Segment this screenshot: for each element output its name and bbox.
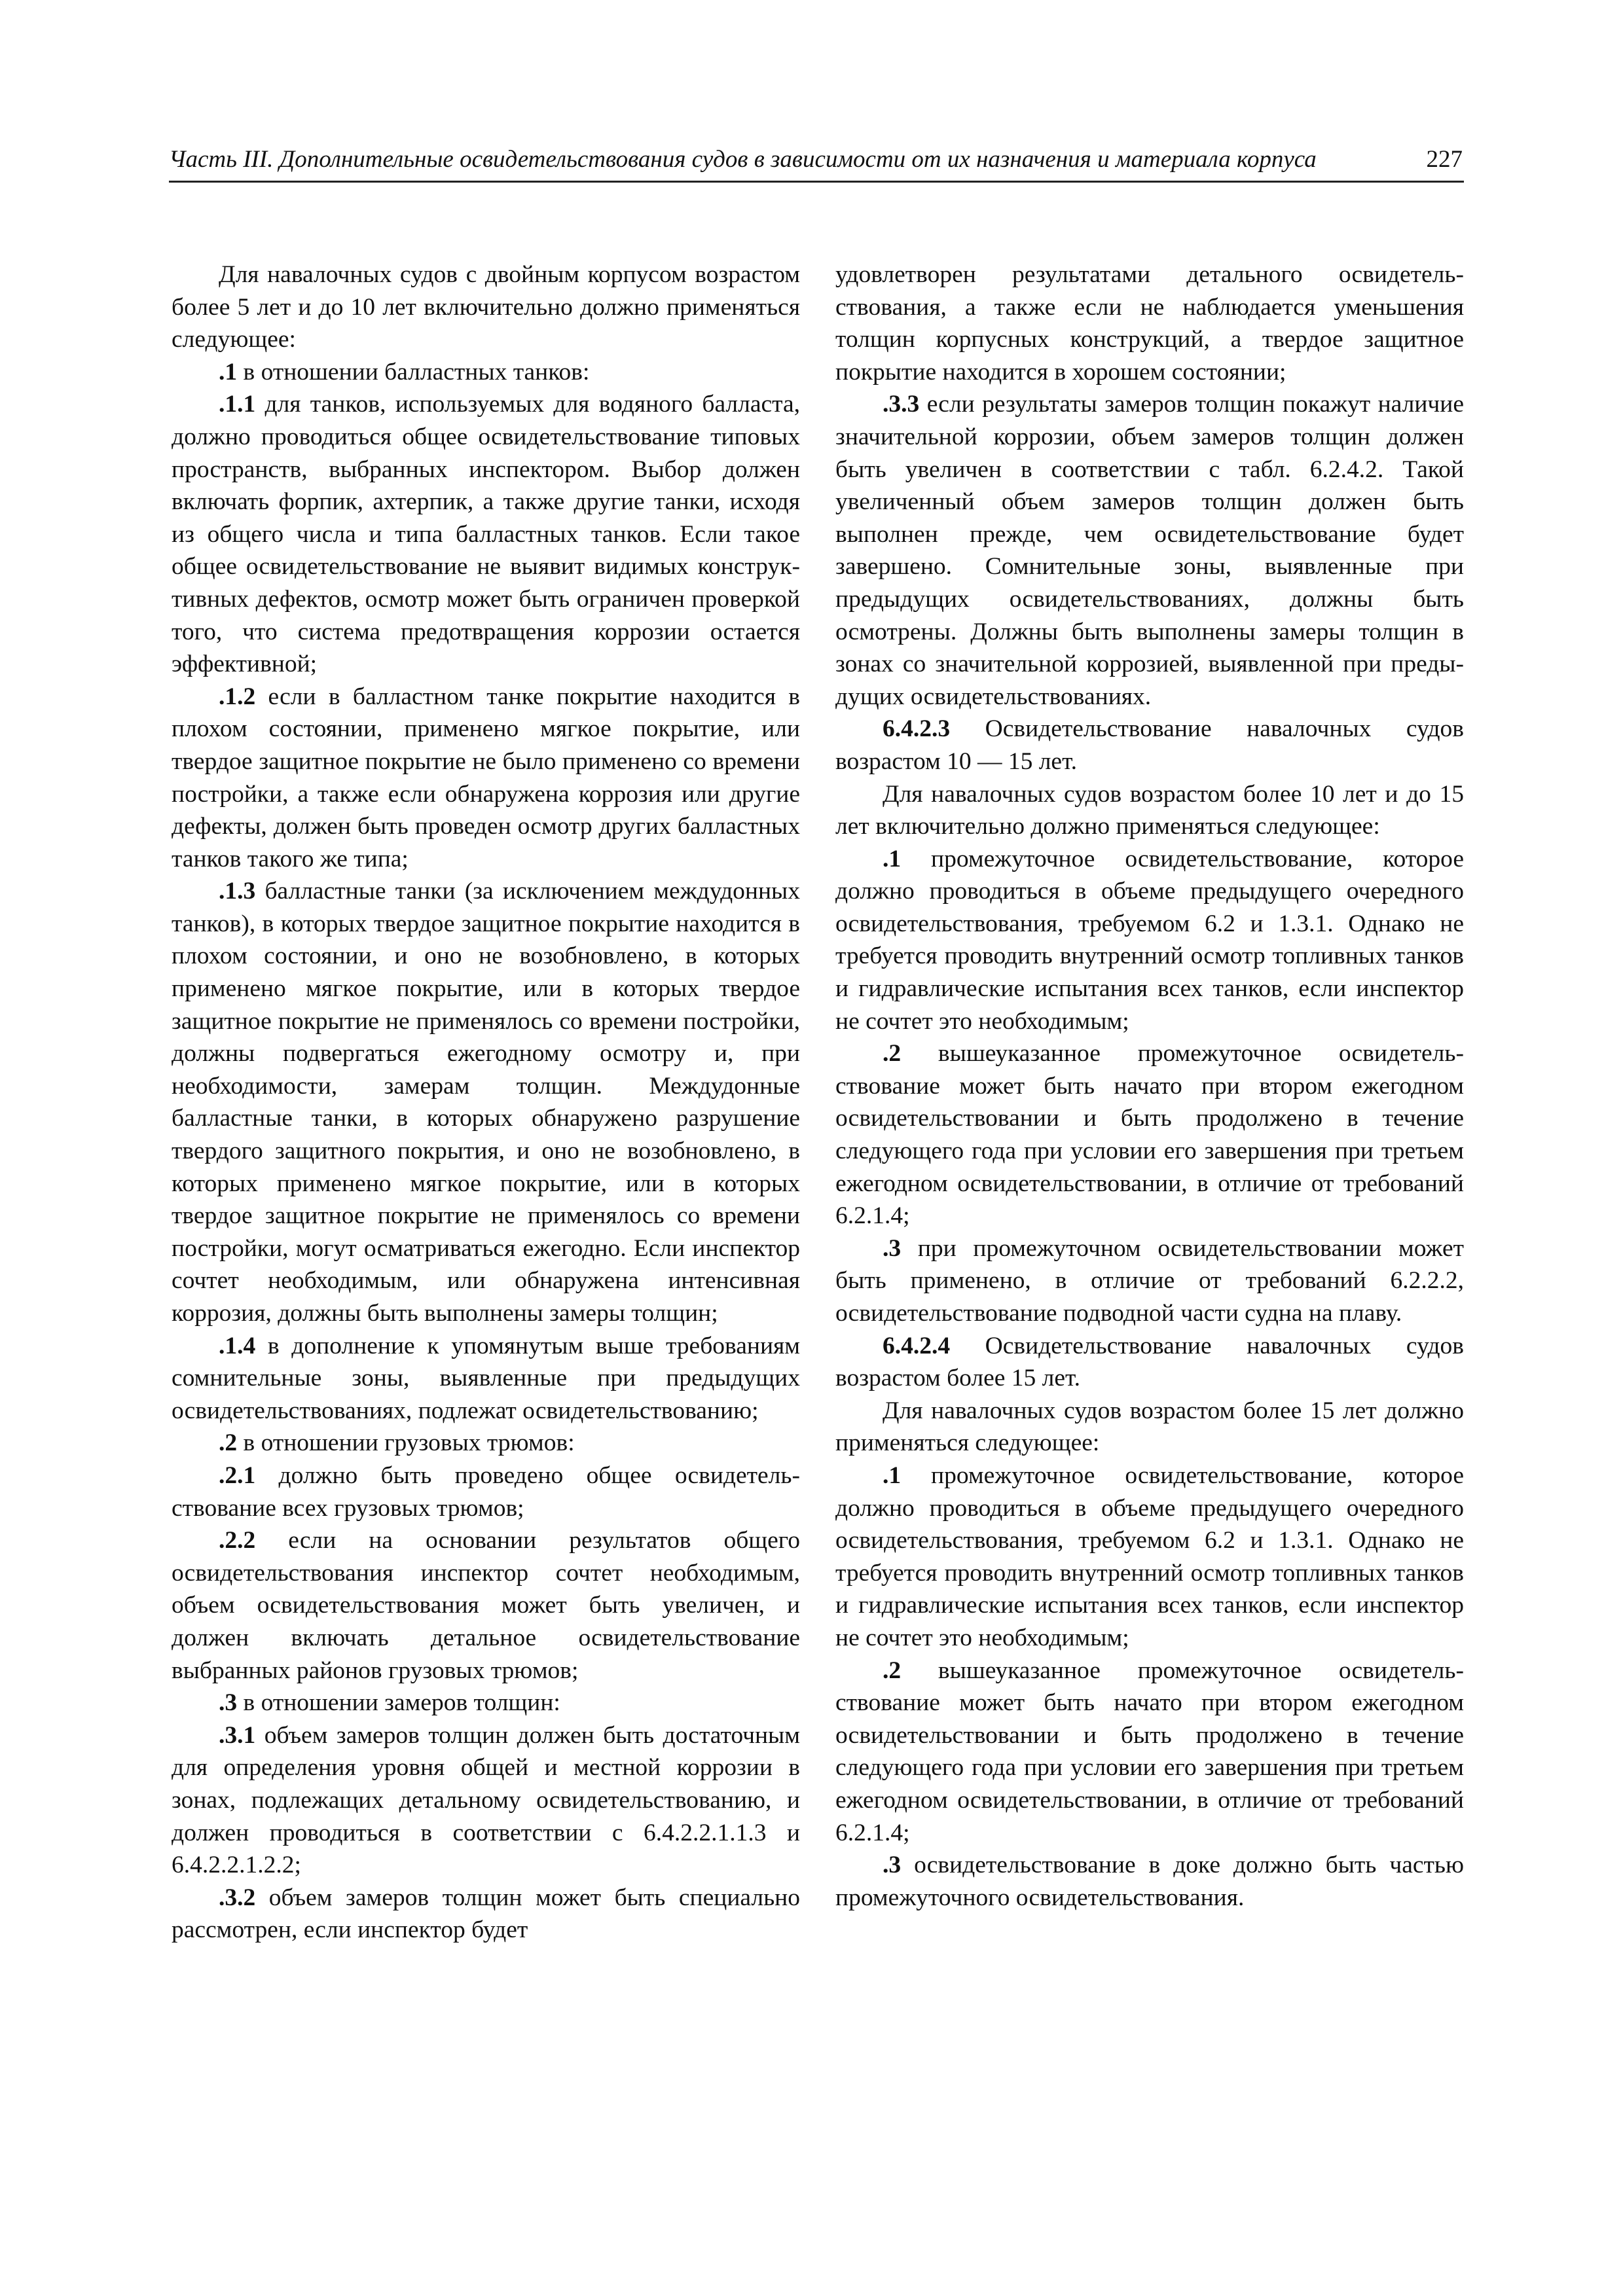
paragraph-text: промежуточное освидетельствование, которое должно проводиться в объеме предыдущего очередного освидетельствования, требуемом 6.2 и 1.3.1. Однако не требуется проводить внутренний осмотр топливных танков и гидравлические испытания всех танков, если инспектор не сочтет это необходимым; <box>835 1462 1464 1651</box>
running-header <box>169 143 1464 183</box>
paragraph-text: должно быть проведено общее освидетельствование всех грузовых трюмов; <box>172 1462 800 1522</box>
clause-number: 6.4.2.4 <box>883 1332 951 1359</box>
paragraph <box>172 1719 800 1882</box>
paragraph-text: балластные танки (за исключением междудонных танков), в которых твердое защитное покрытие находится в плохом состоянии, и оно не возобновлено, в которых применено мягкое покрытие, или в которых твердое защитное покрытие не применялось со времени постройки, должны подвергаться ежегодному осмотру и, при необходимости, замерам толщин. Междудонные балластные танки, в которых обнаружено разрушение твердого защитного покрытия, и оно не возобновлено, в которых применено мягкое покрытие, или в которых твердое защитное покрытие не применялось со времени постройки, могут осматриваться ежегодно. Если инспектор сочтет необходимым, или обнаружена интенсивная коррозия, должны быть выполнены замеры толщин; <box>172 878 800 1327</box>
paragraph <box>835 1232 1464 1330</box>
clause-number: .1 <box>219 358 238 386</box>
header-title: Часть III. Дополнительные освидетельствования судов в зависимости от их назначения и материала корпуса <box>169 146 1317 173</box>
paragraph-text: в отношении балластных танков: <box>237 358 590 386</box>
paragraph <box>172 388 800 680</box>
paragraph <box>835 388 1464 713</box>
paragraph <box>835 1330 1464 1395</box>
paragraph-text: Для навалочных судов с двойным корпусом возрастом более 5 лет и до 10 лет включительно должно применяться следующее: <box>172 261 800 353</box>
paragraph-text: Освидетельствование навалочных судов возрастом более 15 лет. <box>835 1332 1464 1392</box>
clause-number: .2.1 <box>219 1462 256 1489</box>
clause-number: .1.2 <box>219 683 256 710</box>
clause-number: .1 <box>883 845 902 872</box>
paragraph <box>835 1655 1464 1850</box>
paragraph-text: промежуточное освидетельствование, которое должно проводиться в объеме предыдущего очередного освидетельствования, требуемом 6.2 и 1.3.1. Однако не требуется проводить внутренний осмотр топливных танков и гидравлические испытания всех танков, если инспектор не сочтет это необходимым; <box>835 845 1464 1035</box>
paragraph-text: освидетельствование в доке должно быть частью промежуточного освидетельствования. <box>835 1852 1464 1911</box>
paragraph-text: удовлетворен результатами детального освидетельствования, а также если не наблюдается уменьшения толщин корпусных конструкций, а твердое защитное покрытие находится в хорошем состоянии; <box>835 261 1464 386</box>
clause-number: .3 <box>883 1234 902 1262</box>
page-number: 227 <box>1426 146 1463 173</box>
paragraph-text: для танков, используемых для водяного балласта, должно проводиться общее освидетельствование типовых пространств, выбранных инспектором. Выбор должен включать форпик, ахтерпик, а также другие танки, исходя из общего числа и типа балластных танков. Если такое общее освидетельствование не выявит видимых конструктивных дефектов, осмотр может быть ограничен проверкой того, что система предотвращения коррозии остается эффективной; <box>172 391 800 678</box>
paragraph <box>172 1524 800 1687</box>
clause-number: .3.2 <box>219 1884 256 1911</box>
paragraph-text: Освидетельствование навалочных судов возрастом 10 — 15 лет. <box>835 715 1464 775</box>
clause-number: .2 <box>883 1657 902 1684</box>
paragraph <box>172 1460 800 1524</box>
paragraph <box>835 1395 1464 1460</box>
clause-number: .1.3 <box>219 878 256 905</box>
paragraph <box>172 875 800 1329</box>
clause-number: .2 <box>883 1040 902 1067</box>
right-column <box>835 259 1464 1914</box>
clause-number: .3 <box>883 1852 902 1879</box>
paragraph <box>835 778 1464 843</box>
paragraph <box>172 259 800 356</box>
paragraph-text: вышеуказанное промежуточное освидетельствование может быть начато при втором ежегодном освидетельствовании и быть продолжено в течение следующего года при условии его завершения при третьем ежегодном освидетельствовании, в отличие от требований 6.2.1.4; <box>835 1657 1464 1846</box>
clause-number: .3 <box>219 1689 238 1717</box>
paragraph-text: если в балластном танке покрытие находится в плохом состоянии, применено мягкое покрытие, или твердое защитное покрытие не было применено со времени постройки, а также если обнаружена коррозия или другие дефекты, должен быть проведен осмотр других балластных танков такого же типа; <box>172 683 800 872</box>
paragraph-text: в отношении грузовых трюмов: <box>237 1429 575 1457</box>
paragraph <box>835 1037 1464 1232</box>
paragraph-text: в отношении замеров толщин: <box>237 1689 560 1717</box>
paragraph <box>172 1882 800 1946</box>
clause-number: 6.4.2.3 <box>883 715 951 743</box>
paragraph <box>172 1427 800 1460</box>
paragraph <box>835 259 1464 388</box>
paragraph-text: если на основании результатов общего освидетельствования инспектор сочтет необходимым, объем освидетельствования может быть увеличен, и должен включать детальное освидетельствование выбранных районов грузовых трюмов; <box>172 1527 800 1684</box>
clause-number: .3.3 <box>883 391 920 418</box>
clause-number: .1.1 <box>219 391 256 418</box>
paragraph-text: в дополнение к упомянутым выше требованиям сомнительные зоны, выявленные при предыдущих освидетельствованиях, подлежат освидетельствованию; <box>172 1332 800 1424</box>
paragraph <box>172 1330 800 1427</box>
paragraph <box>172 1687 800 1719</box>
paragraph-text: Для навалочных судов возрастом более 10 лет и до 15 лет включительно должно применяться следующее: <box>835 780 1464 840</box>
paragraph <box>835 1460 1464 1655</box>
clause-number: .1 <box>883 1462 902 1489</box>
clause-number: .2 <box>219 1429 238 1457</box>
paragraph <box>835 713 1464 778</box>
left-column <box>172 259 800 1946</box>
clause-number: .1.4 <box>219 1332 256 1359</box>
paragraph-text: если результаты замеров толщин покажут наличие значительной коррозии, объем замеров толщин должен быть увеличен в соответствии с табл. 6.2.4.2. Такой увеличенный объем замеров толщин должен быть выполнен прежде, чем освидетельствование будет завершено. Сомнительные зоны, выявленные при предыдущих освидетельствованиях, должны быть осмотрены. Должны быть выполнены замеры толщин в зонах со значительной коррозией, выявленной при предыдущих освидетельствованиях. <box>835 391 1464 710</box>
paragraph-text: объем замеров толщин может быть специально рассмотрен, если инспектор будет <box>172 1884 800 1944</box>
paragraph-text: вышеуказанное промежуточное освидетельствование может быть начато при втором ежегодном освидетельствовании и быть продолжено в течение следующего года при условии его завершения при третьем ежегодном освидетельствовании, в отличие от требований 6.2.1.4; <box>835 1040 1464 1230</box>
paragraph <box>172 356 800 389</box>
paragraph-text: объем замеров толщин должен быть достаточным для определения уровня общей и местной коррозии в зонах, подлежащих детальному освидетельствованию, и должен проводиться в соответствии с 6.4.2.2.1.1.3 и 6.4.2.2.1.2.2; <box>172 1721 800 1879</box>
paragraph-text: при промежуточном освидетельствовании может быть применено, в отличие от требований 6.2.2.2, освидетельствование подводной части судна на плаву. <box>835 1234 1464 1327</box>
clause-number: .3.1 <box>219 1721 256 1749</box>
paragraph <box>835 843 1464 1038</box>
paragraph <box>835 1849 1464 1914</box>
clause-number: .2.2 <box>219 1527 256 1554</box>
paragraph <box>172 681 800 876</box>
paragraph-text: Для навалочных судов возрастом более 15 лет должно применяться следующее: <box>835 1397 1464 1457</box>
